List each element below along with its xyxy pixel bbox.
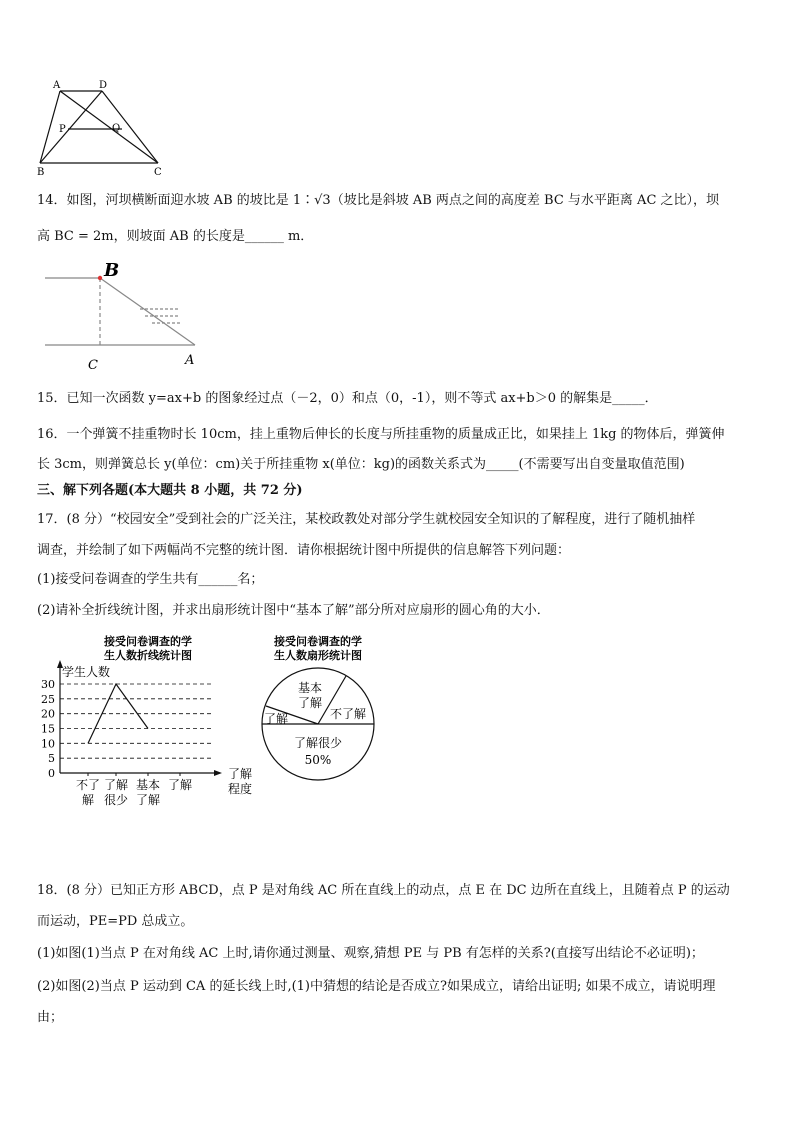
fig14-label-b: B <box>104 260 120 281</box>
pie-label-basic-line1: 基本 <box>297 681 323 695</box>
line-chart-ytick-20: 20 <box>41 707 55 721</box>
line-chart-xlabel-line1: 了解 <box>228 767 253 781</box>
line-chart-category-3-line1: 了解 <box>167 778 193 792</box>
q17-line2: 调查，并绘制了如下两幅尚不完整的统计图．请你根据统计图中所提供的信息解答下列问题： <box>37 543 571 558</box>
pie-label-little-pct: 50% <box>304 753 332 767</box>
line-chart-xlabel-line2: 程度 <box>228 782 253 796</box>
line-chart <box>30 632 270 810</box>
fig14-label-c: C <box>88 358 98 373</box>
q15-text: 15．已知一次函数 y=ax+b 的图象经过点（－2，0）和点（0，-1），则不等式 ax+b＞0 的解集是_____． <box>37 391 658 406</box>
fig13-label-b: B <box>37 167 45 178</box>
fig13-label-p: P <box>59 124 66 135</box>
pie-chart-title-line1: 接受问卷调查的学 <box>274 635 362 648</box>
q17-sub1: (1)接受问卷调查的学生共有______名； <box>37 572 264 587</box>
q17-line1: 17．(8 分）“校园安全”受到社会的广泛关注，某校政教处对部分学生就校园安全知识的了解程度，进行了随机抽样 <box>37 512 696 527</box>
dam-figure <box>40 256 210 376</box>
line-chart-category-0-line1: 不了 <box>75 778 101 792</box>
pie-label-unknown: 不了解 <box>329 707 367 721</box>
line-chart-x-arrow <box>214 770 222 776</box>
line-chart-ytick-5: 5 <box>48 752 55 766</box>
line-chart-title-line1: 接受问卷调查的学 <box>104 635 192 648</box>
line-chart-category-0-line2: 解 <box>81 793 95 807</box>
q16-line2: 长 3cm，则弹簧总长 y(单位：cm)关于所挂重物 x(单位：kg)的函数关系式为_____(不需要写出自变量取值范围) <box>37 457 685 472</box>
line-chart-ytick-15: 15 <box>41 722 55 736</box>
line-chart-category-2-line2: 了解 <box>135 793 161 807</box>
line-chart-ytick-30: 30 <box>41 678 55 691</box>
trapezoid-figure <box>36 78 166 178</box>
q14-line1: 14．如图，河坝横断面迎水坡 AB 的坡比是 1∶√3（坡比是斜坡 AB 两点之间的高度差 BC 与水平距离 AC 之比），坝 <box>37 193 720 208</box>
line-chart-ytick-10: 10 <box>41 737 55 751</box>
pie-label-basic-line2: 了解 <box>297 696 323 710</box>
q14-line2: 高 BC = 2m，则坡面 AB 的长度是______ m． <box>37 229 314 244</box>
fig14-label-a: A <box>185 353 195 368</box>
pie-chart-title-line2: 生人数扇形统计图 <box>274 649 362 662</box>
pie-label-little: 了解很少 <box>293 736 343 750</box>
fig13-label-d: D <box>99 80 108 91</box>
line-chart-ytick-25: 25 <box>41 692 55 706</box>
line-chart-ylabel: 学生人数 <box>62 665 111 679</box>
fig13-label-a: A <box>53 80 61 91</box>
line-chart-title-line2: 生人数折线统计图 <box>104 649 192 662</box>
line-chart-category-2-line1: 基本 <box>135 778 161 792</box>
line-chart-category-1-line1: 了解 <box>103 778 129 792</box>
section-3-title: 三、解下列各题(本大题共 8 小题，共 72 分) <box>37 483 303 498</box>
q18-sub2-line2: 由； <box>37 1010 64 1025</box>
q18-line1: 18．(8 分）已知正方形 ABCD，点 P 是对角线 AC 所在直线上的动点，点 E 在 DC 边所在直线上，且随着点 P 的运动 <box>37 883 730 898</box>
pie-label-know: 了解 <box>263 712 289 726</box>
q18-sub2-line1: (2)如图(2)当点 P 运动到 CA 的延长线上时,(1)中猜想的结论是否成立?如果成立，请给出证明; 如果不成立，请说明理 <box>37 979 716 994</box>
q16-line1: 16．一个弹簧不挂重物时长 10cm，挂上重物后伸长的长度与所挂重物的质量成正比，如果挂上 1kg 的物体后，弹簧伸 <box>37 427 725 442</box>
line-chart-y-arrow <box>57 660 63 668</box>
line-chart-category-1-line2: 很少 <box>103 793 129 807</box>
fig13-label-c: C <box>154 167 162 178</box>
line-chart-ytick-0: 0 <box>48 767 55 780</box>
q18-sub1: (1)如图(1)当点 P 在对角线 AC 上时,请你通过测量、观察,猜想 PE 与 PB 有怎样的关系?(直接写出结论不必证明)； <box>37 946 704 961</box>
q18-line2: 而运动，PE=PD 总成立。 <box>37 914 194 929</box>
fig13-label-q: Q <box>112 123 121 134</box>
pie-chart <box>256 632 386 810</box>
q17-sub2: (2)请补全折线统计图，并求出扇形统计图中“基本了解”部分所对应扇形的圆心角的大小． <box>37 603 550 618</box>
